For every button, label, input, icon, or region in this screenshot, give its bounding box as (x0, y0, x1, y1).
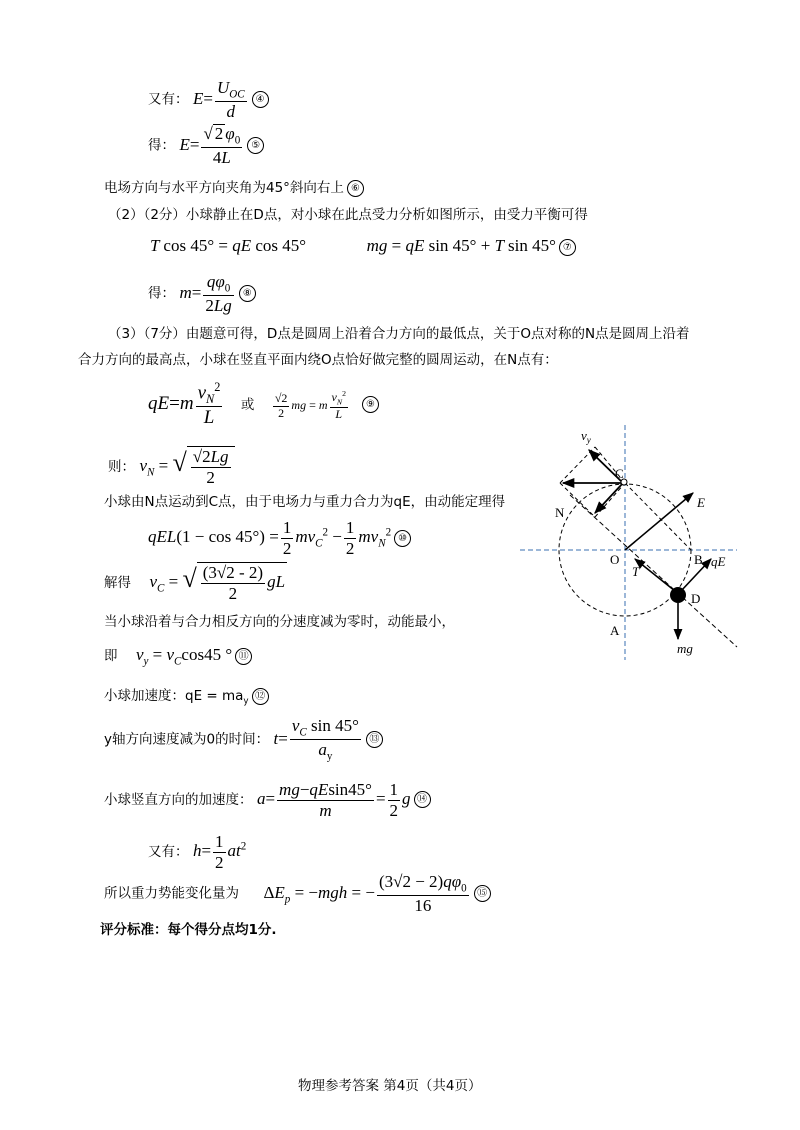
eq-line-18 (104, 780, 431, 820)
formula-e-phi: E= $\frac{√ 2 \varphi_0}{4L}$ (179, 124, 241, 168)
text-line-14: 当小球沿着与合力相反方向的分速度减为零时，动能最小， (104, 614, 455, 630)
formula-potential-energy: $\Delta E_p = -mgh$ = − $\frac{(3√2 - 2)q\varphi_0}{16}$ (263, 872, 467, 916)
line-15-prefix: 即 (104, 648, 118, 664)
label-n: N (555, 505, 565, 520)
label-e: E (697, 495, 705, 510)
acceleration-text: 小球加速度：qE = ma (104, 688, 244, 704)
construction-line-2 (560, 483, 595, 517)
eq-line-19 (148, 832, 246, 872)
label-d: D (691, 591, 701, 606)
label-mg: mg (677, 641, 693, 656)
eq-line-20 (104, 872, 491, 916)
text-line-8: 合力方向的最高点，小球在竖直平面内绕O点恰好做完整的圆周运动，在N点有： (78, 352, 558, 368)
eq-line-13 (104, 562, 287, 603)
eq-line-1 (148, 78, 269, 122)
mark-4: ④ (252, 91, 269, 108)
formula-time: t= $\frac{v_C \sin 45^\circ}{a_y}$ (273, 716, 359, 763)
e-field-arrow (625, 493, 693, 550)
eq-line-15 (104, 644, 252, 667)
mark-11: ⑪ (235, 648, 252, 665)
label-vy: $v_y$ (581, 428, 591, 445)
construction-line-1 (560, 447, 595, 483)
formula-vc: $v_C$ = √ $\frac{(3√2 - 2)}{2}$ gL (149, 563, 286, 603)
formula-vn: $v_N$ = √ $\frac{√2Lg}{2}$ (139, 456, 234, 475)
force-diagram (515, 425, 745, 665)
formula-e-uoc: E= $\frac{U_{OC}}{d}$ (192, 78, 245, 122)
mark-10: ⑩ (394, 530, 411, 547)
mark-7: ⑦ (559, 239, 576, 256)
formula-centripetal-2: $\frac{√2}{2}$ mg = m $\frac{v_N^2}{L}$ (274, 389, 346, 422)
text-line-11: 小球由N点运动到C点，由于电场力与重力合力为qE，由动能定理得 (104, 494, 506, 510)
eq-line-6 (148, 272, 256, 316)
line-10-prefix: 则： (108, 458, 135, 475)
eq-line-12 (148, 518, 411, 558)
eq-line-9 (148, 380, 379, 429)
eq-line-5 (150, 236, 576, 256)
text-line-3 (104, 176, 364, 197)
mark-15: ⑮ (474, 885, 491, 902)
formula-horizontal-balance: T cos 45° = qE cos 45° (150, 236, 307, 255)
construction-line-3 (595, 483, 625, 517)
text-line-7: （3）（7分）由题意可得，D点是圆周上沿着合力方向的最低点，关于O点对称的N点是圆周上沿着 (108, 326, 690, 342)
line-2-prefix: 得： (148, 137, 175, 154)
formula-vertical-balance: mg = qE sin 45° + T sin 45° (366, 236, 556, 255)
line-13-prefix: 解得 (104, 574, 131, 591)
resultant-force-line (570, 495, 737, 647)
line-18-prefix: 小球竖直方向的加速度： (104, 791, 253, 808)
label-qe: qE (711, 554, 726, 569)
formula-energy-theorem: qEL(1 − cos 45°) = $\frac{1}{2}$ $mv_C^2$ − $\frac{1}{2}$ $mv_N^2$ (148, 518, 392, 558)
scoring-note: 评分标准：每个得分点均1分. (100, 922, 277, 938)
page-footer: 物理参考答案 第4页（共4页） (298, 1078, 482, 1094)
eq-line-10 (108, 446, 235, 487)
or-word: 或 (240, 396, 255, 413)
line-19-prefix: 又有： (148, 843, 189, 860)
formula-height: h= $\frac{1}{2}$ $at^2$ (192, 832, 247, 872)
mark-9: ⑨ (362, 396, 379, 413)
mark-8: ⑧ (239, 285, 256, 302)
formula-vy: $v_y = v_C\cos 45$ ° (135, 645, 233, 668)
mark-13: ⑬ (366, 731, 383, 748)
text-line-4: （2）（2分）小球静止在D点，对小球在此点受力分析如图所示，由受力平衡可得 (108, 207, 588, 223)
line-17-prefix: y轴方向速度减为0的时间： (104, 731, 270, 748)
field-direction-text: 电场方向与水平方向夹角为45°斜向右上 (104, 180, 344, 196)
label-a: A (610, 623, 620, 638)
mark-5: ⑤ (247, 137, 264, 154)
eq-line-2 (148, 124, 264, 168)
tension-arrow (635, 559, 675, 591)
label-b: B (694, 552, 703, 567)
text-line-16: 小球加速度：qE = $ma_y⑫$ (104, 684, 269, 707)
formula-centripetal-1: qE=m $\frac{v_N^2}{L}$ (148, 380, 221, 429)
velocity-arrow-down (595, 483, 623, 513)
label-o: O (610, 552, 620, 567)
label-t: T (632, 564, 640, 579)
label-c: C (615, 466, 624, 481)
line-6-prefix: 得： (148, 285, 175, 302)
mark-14: ⑭ (414, 791, 431, 808)
line-20-prefix: 所以重力势能变化量为 (104, 885, 239, 902)
mark-6: ⑥ (347, 180, 364, 197)
line-1-prefix: 又有： (148, 91, 189, 108)
eq-line-17 (104, 716, 383, 763)
formula-mass: m= $\frac{q\varphi_0}{2Lg}$ (179, 272, 232, 316)
formula-vertical-accel: a= $\frac{mg-qEsin45^\circ}{m}$ = $\frac{1}{2}$ g (256, 780, 411, 820)
mark-12: ⑫ (252, 688, 269, 705)
